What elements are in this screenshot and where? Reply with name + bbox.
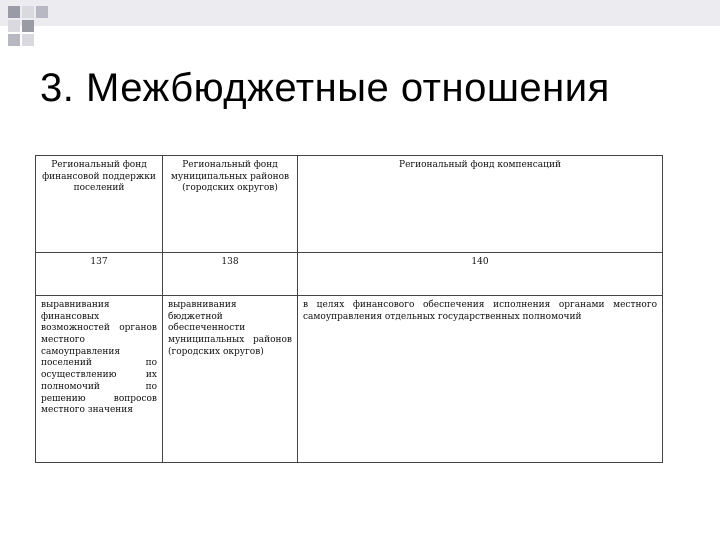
description-cell: выравнивания бюджетной обеспеченности муниципальных районов (городских округов) (163, 296, 298, 463)
header-cell-settlements-fund: Региональный фонд финансовой поддержки поселений (36, 156, 163, 253)
code-cell: 137 (36, 253, 163, 296)
table-code-row (36, 253, 663, 296)
budget-funds-table (35, 155, 663, 463)
table-description-row (36, 296, 663, 463)
header-decoration (0, 0, 720, 50)
description-cell: в целях финансового обеспечения исполнения органами местного самоуправления отдельных государственных полномочий (298, 296, 663, 463)
slide-title: 3. Межбюджетные отношения (40, 66, 610, 110)
code-cell: 140 (298, 253, 663, 296)
code-cell: 138 (163, 253, 298, 296)
description-cell: выравнивания финансовых возможностей органов местного самоуправления поселений по осуществлению их полномочий по решению вопросов местного значения (36, 296, 163, 463)
table-header-row (36, 156, 663, 253)
header-cell-districts-fund: Региональный фонд муниципальных районов (городских округов) (163, 156, 298, 253)
header-cell-compensation-fund: Региональный фонд компенсаций (298, 156, 663, 253)
